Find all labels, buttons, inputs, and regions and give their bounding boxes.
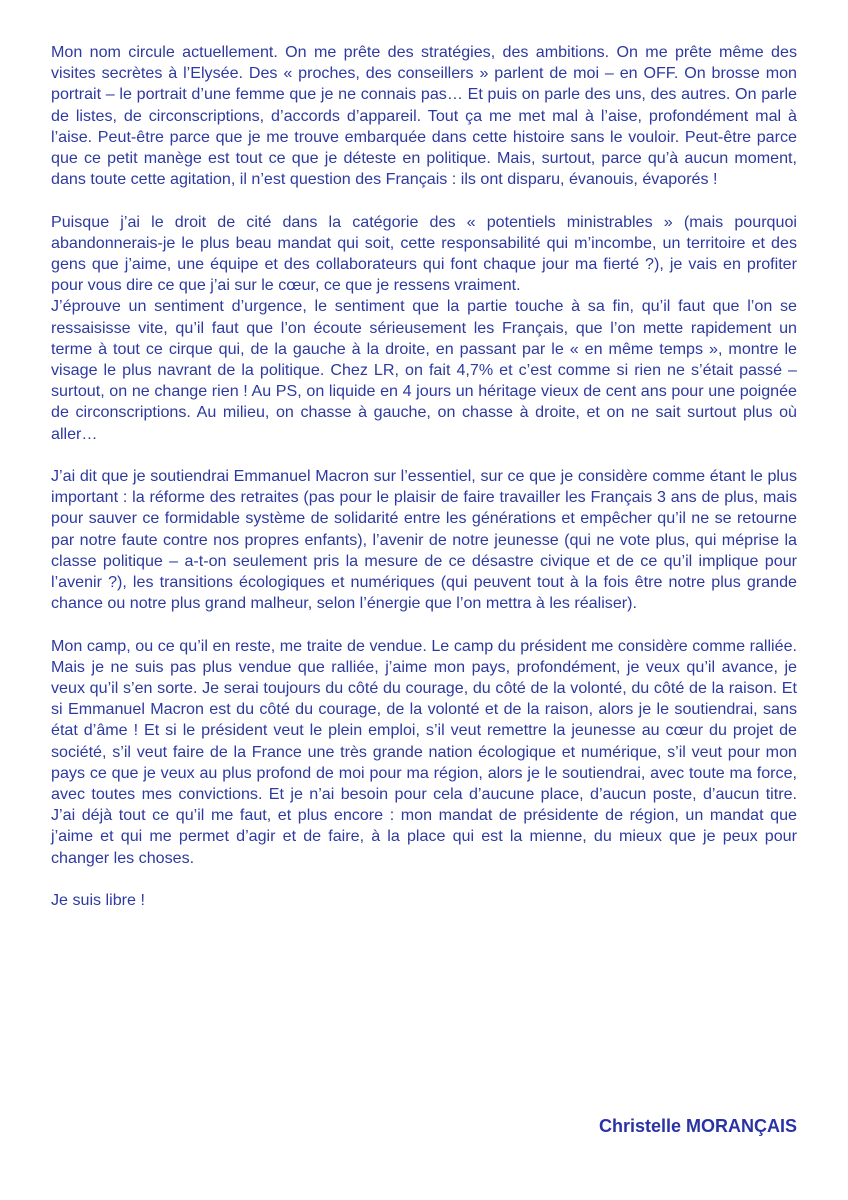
paragraph-soutien: J’ai dit que je soutiendrai Emmanuel Macron sur l’essentiel, sur ce que je considère comme étant le plus important : la réforme des retraites (pas pour le plaisir de faire travailler les Français 3 ans de plus, mais pour sauver ce formidable système de solidarité entre les générations et empêcher qu’il ne se retourne par notre faute contre nos propres enfants), l’avenir de notre jeunesse (qui ne vote plus, qui méprise la classe politique – a-t-on seulement pris la mesure de ce désastre civique et de ce qu’il implique pour l’avenir ?), les transitions écologiques et numériques (qui peuvent tout à la fois être notre plus grande chance ou notre plus grand malheur, selon l’énergie que l’on mettra à les réaliser). — [51, 467, 797, 613]
paragraph-rumors: Mon nom circule actuellement. On me prête des stratégies, des ambitions. On me prête même des visites secrètes à l’Elysée. Des « proches, des conseillers » parlent de moi – en OFF. On brosse mon portrait – le portrait d’une femme que je ne connais pas… Et puis on parle des uns, des autres. On parle de listes, de circonscriptions, d’accords d’appareil. Tout ça me met mal à l’aise, profondément mal à l’aise. Peut-être parce que je me trouve embarquée dans cette histoire sans le vouloir. Peut-être parce que ce petit manège est tout ce que je déteste en politique. Mais, surtout, parce qu’à aucun moment, dans toute cette agitation, il n’est question des Français : ils ont disparu, évanouis, évaporés ! — [51, 43, 797, 189]
paragraph-urgence: J’éprouve un sentiment d’urgence, le sentiment que la partie touche à sa fin, qu’il faut que l’on se ressaisisse vite, qu’il faut que l’on écoute sérieusement les Français, que l’on mette rapidement un terme à tout ce cirque qui, de la gauche à la droite, en passant par le « en même temps », montre le visage le plus navrant de la politique. Chez LR, on fait 4,7% et c’est comme si rien ne s’était passé – surtout, on ne change rien ! Au PS, on liquide en 4 jours un héritage vieux de cent ans pour une poignée de circonscriptions. Au milieu, on chasse à gauche, on chasse à droite, et on ne sait surtout plus où aller… — [51, 297, 797, 443]
paragraph-mon-camp: Mon camp, ou ce qu’il en reste, me traite de vendue. Le camp du président me considère comme ralliée. Mais je ne suis pas plus vendue que ralliée, j’aime mon pays, profondément, je veux qu’il avance, je veux qu’il s’en sorte. Je serai toujours du côté du courage, du côté de la volonté, du côté de la raison. Et si Emmanuel Macron est du côté du courage, de la volonté et de la raison, alors je le soutiendrai, sans état d’âme ! Et si le président veut le plein emploi, s’il veut remettre la jeunesse au cœur du projet de société, s’il veut faire de la France une très grande nation écologique et numérique, s’il veut pour mon pays ce que je veux au plus profond de moi pour ma région, alors je le soutiendrai, avec toute ma force, avec toutes mes convictions. Et je n’ai besoin pour cela d’aucune place, d’aucun poste, d’aucun titre. J’ai déjà tout ce qu’il me faut, et plus encore : mon mandat de présidente de région, un mandat que j’aime et qui me permet d’agir et de faire, à la place qui est la mienne, du mieux que je peux pour changer les choses. — [51, 636, 797, 867]
paragraph-ministrables: Puisque j’ai le droit de cité dans la catégorie des « potentiels ministrables » (mais pourquoi abandonnerais-je le plus beau mandat qui soit, cette responsabilité qui m’incombe, un territoire et des gens que j’aime, une équipe et des collaborateurs qui font chaque jour ma fierté ?), je vais en profiter pour vous dire ce que j’ai sur le cœur, ce que je ressens vraiment. — [51, 212, 797, 295]
paragraph-libre: Je suis libre ! — [51, 891, 145, 910]
signature: Christelle MORANÇAIS — [598, 1116, 797, 1136]
letter-body — [51, 42, 797, 911]
